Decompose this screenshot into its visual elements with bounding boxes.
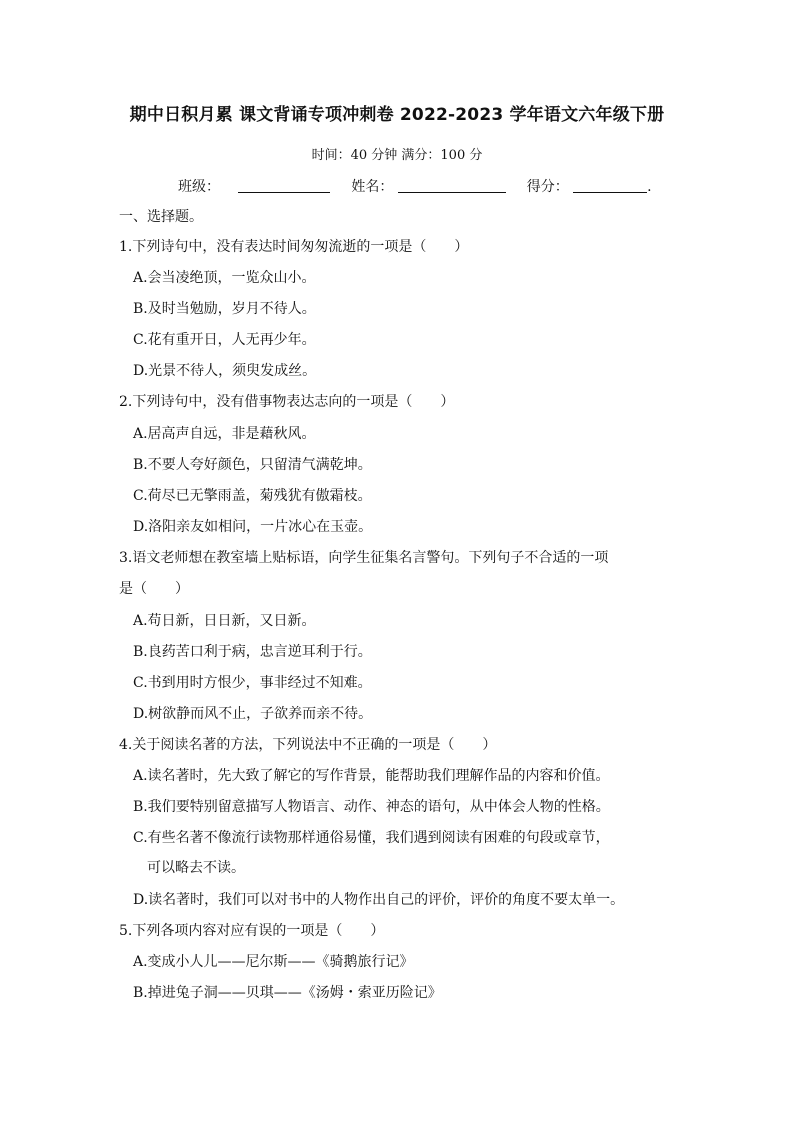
question-3-option-a: A.苟日新，日日新，又日新。	[133, 613, 316, 629]
score-field[interactable]	[573, 178, 647, 193]
section-heading: 一、选择题。	[119, 209, 203, 225]
question-5-option-b: B.掉进兔子洞——贝琪——《汤姆・索亚历险记》	[133, 985, 442, 1001]
question-4-option-b: B.我们要特别留意描写人物语言、动作、神态的语句，从中体会人物的性格。	[133, 799, 610, 815]
question-1-stem: 1.下列诗句中，没有表达时间匆匆流逝的一项是（ ）	[119, 239, 469, 255]
question-4-stem: 4.关于阅读名著的方法，下列说法中不正确的一项是（ ）	[119, 737, 497, 753]
name-label: 姓名：	[351, 179, 394, 195]
info-end-mark: .	[647, 179, 652, 195]
score-label: 得分：	[526, 179, 569, 195]
question-2-option-a: A.居高声自远，非是藉秋风。	[133, 426, 316, 442]
page-title: 期中日积月累 课文背诵专项冲刺卷 2022-2023 学年语文六年级下册	[129, 105, 665, 125]
question-3-stem-line-2: 是（ ）	[119, 581, 189, 597]
exam-meta: 时间：40 分钟 满分：100 分	[311, 148, 483, 163]
student-info-row	[178, 176, 652, 196]
question-1-option-d: D.光景不待人，须臾发成丝。	[133, 363, 317, 379]
question-2-option-c: C.荷尽已无擎雨盖，菊残犹有傲霜枝。	[133, 488, 372, 504]
question-2-option-d: D.洛阳亲友如相问，一片冰心在玉壶。	[133, 519, 373, 535]
name-field[interactable]	[398, 178, 506, 193]
question-3-option-b: B.良药苦口利于病，忠言逆耳利于行。	[133, 644, 372, 660]
question-1-option-a: A.会当凌绝顶，一览众山小。	[133, 270, 316, 286]
question-4-option-a: A.读名著时，先大致了解它的写作背景，能帮助我们理解作品的内容和价值。	[133, 768, 610, 784]
question-3-stem-line-1: 3.语文老师想在教室墙上贴标语，向学生征集名言警句。下列句子不合适的一项	[119, 550, 609, 566]
question-1-option-b: B.及时当勉励，岁月不待人。	[133, 301, 316, 317]
question-4-option-c-line-2: 可以略去不读。	[147, 860, 245, 876]
question-5-option-a: A.变成小人儿——尼尔斯——《骑鹅旅行记》	[133, 954, 414, 970]
question-2-stem: 2.下列诗句中，没有借事物表达志向的一项是（ ）	[119, 394, 455, 410]
question-3-option-c: C.书到用时方恨少，事非经过不知难。	[133, 675, 372, 691]
class-field[interactable]	[238, 178, 330, 193]
question-3-option-d: D.树欲静而风不止，子欲养而亲不待。	[133, 706, 373, 722]
class-label: 班级：	[178, 179, 220, 195]
question-4-option-c-line-1: C.有些名著不像流行读物那样通俗易懂，我们遇到阅读有困难的句段或章节，	[133, 830, 610, 846]
question-5-stem: 5.下列各项内容对应有误的一项是（ ）	[119, 923, 385, 939]
question-4-option-d: D.读名著时，我们可以对书中的人物作出自己的评价，评价的角度不要太单一。	[133, 892, 625, 908]
question-2-option-b: B.不要人夸好颜色，只留清气满乾坤。	[133, 457, 372, 473]
question-1-option-c: C.花有重开日，人无再少年。	[133, 332, 316, 348]
